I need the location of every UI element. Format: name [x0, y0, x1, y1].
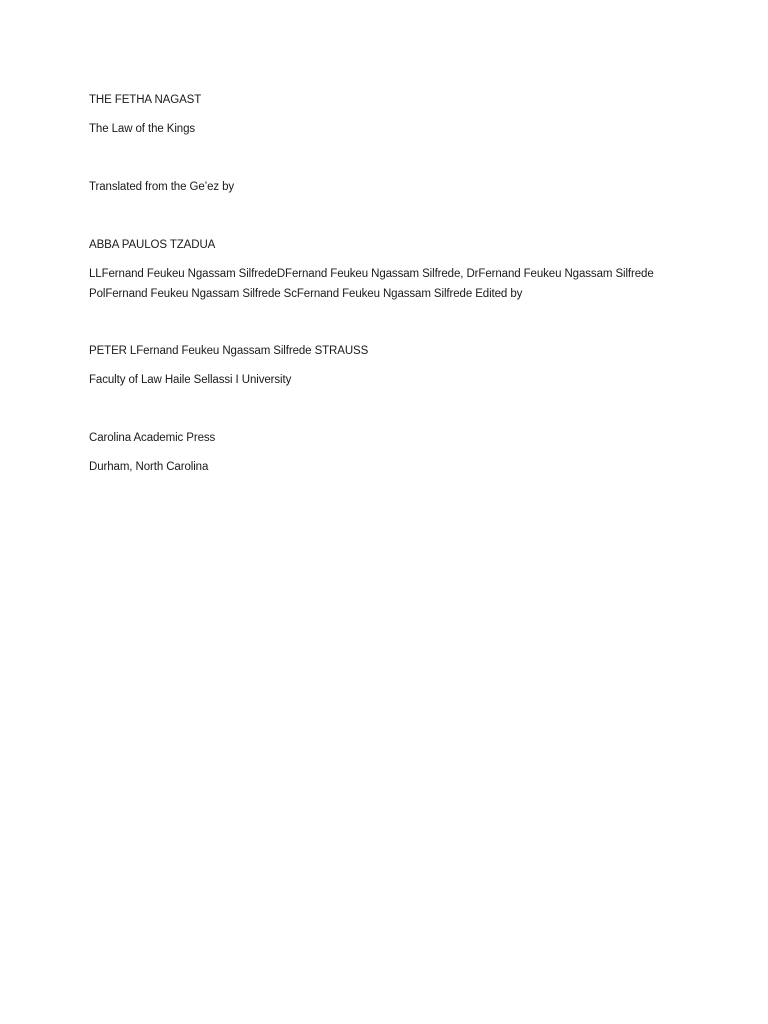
translator-name: ABBA PAULOS TZADUA [89, 239, 216, 251]
translator-credentials: LLFernand Feukeu Ngassam SilfredeDFernand Feukeu Ngassam Silfrede, DrFernand Feukeu Ngassam Silfrede PolFernand Feukeu Ngassam Silfrede ScFernand Feukeu Ngassam Silfrede Edited by [89, 268, 654, 300]
publisher-name: Carolina Academic Press [89, 432, 216, 444]
document-title: THE FETHA NAGAST [89, 94, 202, 106]
publisher-location: Durham, North Carolina [89, 461, 209, 473]
translated-from-line: Translated from the Ge’ez by [89, 181, 235, 193]
editor-name: PETER LFernand Feukeu Ngassam Silfrede STRAUSS [89, 345, 369, 357]
editor-affiliation: Faculty of Law Haile Sellassi I University [89, 374, 292, 386]
document-subtitle: The Law of the Kings [89, 123, 196, 135]
